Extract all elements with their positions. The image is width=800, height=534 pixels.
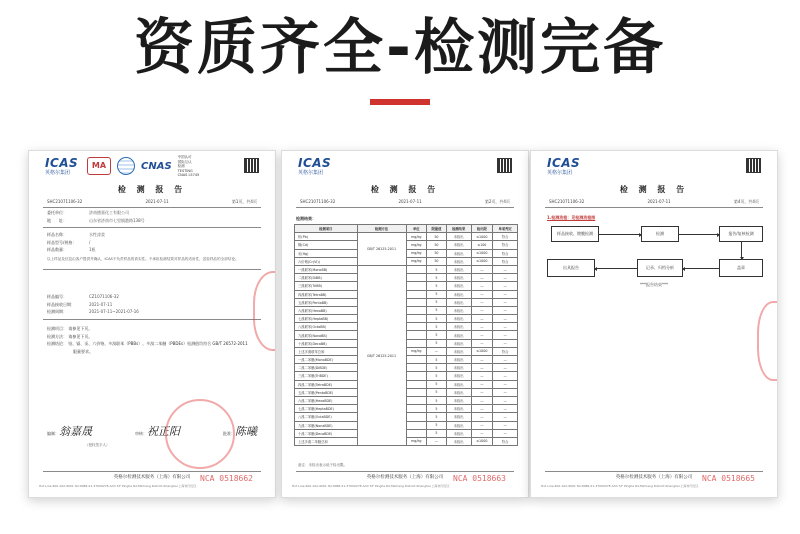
table-cell: 50 — [427, 241, 447, 249]
table-cell: 未检出 — [446, 241, 471, 249]
table-row — [295, 274, 518, 282]
table-cell: 十溴二苯醚(DecaBDE) — [295, 429, 358, 437]
table-cell: 5 — [427, 265, 447, 273]
divider — [43, 227, 261, 228]
table-cell: 六溴二苯醚(HexaBDE) — [295, 396, 358, 404]
method-cell: GB/T 26125-2011 — [357, 265, 406, 445]
table-cell: mg/kg — [406, 241, 427, 249]
table-row — [295, 265, 518, 273]
divider — [296, 207, 514, 208]
flow-step-test: 检测 — [641, 226, 679, 242]
table-cell: — — [471, 306, 493, 314]
nca-number: NCA 0518665 — [702, 474, 755, 483]
table-cell: — — [493, 282, 518, 290]
method-cell: GB/T 26125-2011 — [357, 233, 406, 266]
table-row — [295, 356, 518, 364]
table-cell: mg/kg — [406, 249, 427, 257]
table-cell: — — [471, 265, 493, 273]
table-cell: 未检出 — [446, 405, 471, 413]
table-cell: — — [471, 282, 493, 290]
table-cell: 五溴联苯(PentaBB) — [295, 298, 358, 306]
table-cell: 十溴联苯(DecaBB) — [295, 339, 358, 347]
table-row — [295, 339, 518, 347]
table-cell: 5 — [427, 315, 447, 323]
table-row — [295, 429, 518, 437]
table-cell: mg/kg — [406, 347, 427, 355]
table-cell: 上述多溴二苯醚总和 — [295, 437, 358, 445]
table-cell: 五溴二苯醚(PentaBDE) — [295, 388, 358, 396]
table-cell: — — [493, 356, 518, 364]
table-row — [295, 372, 518, 380]
table-cell: 八溴二苯醚(OctaBDE) — [295, 413, 358, 421]
table-cell: 5 — [427, 405, 447, 413]
table-cell: 5 — [427, 388, 447, 396]
flow-arrow — [683, 268, 719, 269]
qr-code-icon — [497, 158, 512, 173]
signature-compiler: 翁嘉晟 — [59, 425, 92, 438]
table-cell: — — [471, 405, 493, 413]
divider — [43, 207, 261, 208]
table-cell: — — [493, 396, 518, 404]
report-meta: SHC21071106-32 2021-07-11 第1页，共4页 — [47, 199, 257, 204]
table-cell: — — [493, 388, 518, 396]
table-cell: — — [493, 323, 518, 331]
table-cell: — — [493, 421, 518, 429]
ma-badge-icon: MA — [87, 157, 111, 175]
table-cell: 5 — [427, 282, 447, 290]
flow-caption: 1.检测流程：见检测流程图 — [547, 215, 596, 220]
table-cell: ≤1000 — [471, 257, 493, 265]
table-cell — [406, 413, 427, 421]
table-cell: 七溴二苯醚(HeptaBDE) — [295, 405, 358, 413]
table-cell: — — [471, 396, 493, 404]
report-title: 检 测 报 告 — [370, 185, 440, 194]
table-cell: — — [493, 331, 518, 339]
table-cell: 5 — [427, 339, 447, 347]
table-cell: 未检出 — [446, 437, 471, 445]
lab-name: 英格尔检测技术服务（上海）有限公司 — [615, 475, 693, 480]
divider — [296, 471, 514, 472]
table-cell: 符合 — [493, 241, 518, 249]
sample-notice: 以上样品及信息由客户提供并确认，ICAS不负责样品的真实性。不承担检测结果对样品的适用性，送检样品的全部结论。 — [47, 257, 239, 261]
table-cell — [406, 265, 427, 273]
table-cell: 5 — [427, 356, 447, 364]
table-cell: 5 — [427, 298, 447, 306]
table-row — [295, 364, 518, 372]
table-cell: — — [493, 372, 518, 380]
divider — [545, 207, 763, 208]
table-cell: 未检出 — [446, 356, 471, 364]
edge-seal-icon — [757, 301, 778, 381]
table-cell: ≤100 — [471, 241, 493, 249]
table-cell: — — [471, 331, 493, 339]
table-cell: 未检出 — [446, 396, 471, 404]
table-cell: — — [471, 388, 493, 396]
edge-seal-icon — [253, 271, 276, 351]
table-cell — [406, 388, 427, 396]
table-row — [295, 282, 518, 290]
qr-code-icon — [244, 158, 259, 173]
table-cell: 未检出 — [446, 290, 471, 298]
table-cell: ≤1000 — [471, 249, 493, 257]
results-table: 检测项目 检测方法 单位 限量值 检测结果 检出限 单项判定 铅(Pb) GB/T 26125-2011 mg/kg 50 未检出 ≤1000 符合 镉(Cd) mg/kg 50 未检出 ≤100 符合 汞(Hg) mg/kg 50 未检出 ≤1000 符合 六价铬(Cr(VI)) mg/kg 50 未检出 ≤1000 符合 一溴联苯(MonoBB) GB/T 26125-2011 5 未检出 — — 二溴联苯(DiBB) 5 未检出 — — 三溴联苯(TriBB) 5 未检出 — — 四溴联苯(TetraBB) 5 未检出 — — 五溴联苯(PentaBB) 5 未检出 — — 六溴联苯(HexaBB) 5 未检出 — — 七溴联苯(HeptaBB) 5 未检出 — — 八溴联苯(OctaBB) 5 未检出 — — 九溴联苯(NonaBB) 5 未检出 — — 十溴联苯(DecaBB) 5 未检出 — — 上述多溴联苯总和 mg/kg — 未检出 ≤1000 符合 一溴二苯醚(MonoBDE) 5 未检出 — — 二溴二苯醚(DiBDE) 5 未检出 — — 三溴二苯醚(TriBDE) 5 未检出 — — 四溴二苯醚(TetraBDE) 5 未检出 — — 五溴二苯醚(PentaBDE) 5 未检出 — — 六溴二苯醚(HexaBDE) 5 未检出 — — 七溴二苯醚(HeptaBDE) 5 未检出 — — 八溴二苯醚(OctaBDE) 5 未检出 — — 九溴二苯醚(NonaBDE) 5 未检出 — — 十溴二苯醚(DecaBDE) 5 未检出 — — 上述多溴二苯醚总和 mg/kg — 未检出 ≤1000 符合 — [294, 224, 518, 446]
table-row — [295, 388, 518, 396]
table-cell: 六溴联苯(HexaBB) — [295, 306, 358, 314]
table-cell: 八溴联苯(OctaBB) — [295, 323, 358, 331]
table-cell: — — [471, 323, 493, 331]
table-cell: 未检出 — [446, 339, 471, 347]
report-page-4[interactable] — [530, 150, 778, 498]
report-title: 检 测 报 告 — [117, 185, 187, 194]
lab-name: 英格尔检测技术服务（上海）有限公司 — [113, 475, 191, 480]
table-cell: — — [471, 364, 493, 372]
table-row — [295, 396, 518, 404]
table-row — [295, 233, 518, 241]
table-cell: 三溴联苯(TriBB) — [295, 282, 358, 290]
table-cell — [406, 282, 427, 290]
table-cell: 5 — [427, 396, 447, 404]
flow-step-issue: 出具报告 — [547, 259, 595, 277]
table-row — [295, 323, 518, 331]
table-cell: 未检出 — [446, 306, 471, 314]
table-cell: 未检出 — [446, 388, 471, 396]
flow-step-seal: 盖章 — [719, 259, 763, 277]
icas-logo: ICAS 英格尔集团 — [547, 156, 581, 176]
table-cell — [406, 298, 427, 306]
signatory-role: （授权签字人） — [85, 443, 110, 447]
lab-address: Hot Line:400-102-9001 Tel:0086-21-37000278 Add:7/F Pinghe Rd,Minhang District,Shanghai 上海市闵行区 — [541, 484, 699, 488]
table-cell: ≤1000 — [471, 437, 493, 445]
table-cell: 未检出 — [446, 372, 471, 380]
table-cell: 镉(Cd) — [295, 241, 358, 249]
table-cell: 50 — [427, 249, 447, 257]
table-cell: 铅(Pb) — [295, 233, 358, 241]
nca-number: NCA 0518662 — [200, 474, 253, 483]
table-cell: — — [471, 298, 493, 306]
table-cell: 5 — [427, 331, 447, 339]
table-cell — [406, 372, 427, 380]
table-row — [295, 331, 518, 339]
table-cell: 未检出 — [446, 282, 471, 290]
table-cell: 未检出 — [446, 380, 471, 388]
table-row — [295, 315, 518, 323]
table-cell: 未检出 — [446, 347, 471, 355]
flow-arrow — [595, 268, 637, 269]
sample-details: 样品编号： CZ1071106-32 样品接收日期： 2021-07-11 检测周期： 2021-07-11~2021-07-16 — [47, 294, 139, 315]
table-cell: 六价铬(Cr(VI)) — [295, 257, 358, 265]
table-cell: — — [471, 413, 493, 421]
icas-logo: ICAS 英格尔集团 — [45, 156, 79, 176]
table-cell: 未检出 — [446, 265, 471, 273]
table-cell: — — [471, 380, 493, 388]
table-cell: 未检出 — [446, 429, 471, 437]
table-cell — [406, 429, 427, 437]
table-cell: 未检出 — [446, 233, 471, 241]
table-cell: 50 — [427, 257, 447, 265]
table-cell: — — [471, 290, 493, 298]
report-end-mark: ***报告结束*** — [640, 282, 668, 287]
table-cell: 5 — [427, 323, 447, 331]
table-cell: 5 — [427, 380, 447, 388]
cnas-logo: CNAS — [141, 160, 172, 172]
flow-arrow — [599, 234, 641, 235]
table-cell: 未检出 — [446, 274, 471, 282]
table-cell: — — [471, 372, 493, 380]
signature-approver: 陈曦 — [235, 425, 257, 438]
table-cell: — — [471, 429, 493, 437]
table-row — [295, 257, 518, 265]
icas-logo: ICAS 英格尔集团 — [298, 156, 332, 176]
table-cell: — — [493, 274, 518, 282]
table-cell: 符合 — [493, 233, 518, 241]
table-cell — [406, 331, 427, 339]
table-cell: — — [427, 347, 447, 355]
table-cell: 5 — [427, 372, 447, 380]
accent-bar — [370, 99, 430, 105]
table-cell — [406, 274, 427, 282]
table-cell: 5 — [427, 290, 447, 298]
table-cell: 汞(Hg) — [295, 249, 358, 257]
table-cell: ≤1000 — [471, 347, 493, 355]
table-cell: — — [493, 405, 518, 413]
table-row — [295, 241, 518, 249]
table-cell: 未检出 — [446, 323, 471, 331]
table-cell: 上述多溴联苯总和 — [295, 347, 358, 355]
table-cell: — — [493, 298, 518, 306]
table-cell: — — [471, 356, 493, 364]
table-row — [295, 413, 518, 421]
table-cell — [406, 364, 427, 372]
table-footnote: 备注：未检出表示低于检出限。 — [298, 463, 347, 467]
sample-info: 样品名称： 水性漆浆 样品型号/规格： / 样品数量： 1瓶 — [47, 232, 105, 253]
table-cell: — — [493, 380, 518, 388]
table-cell — [406, 396, 427, 404]
report-meta: SHC21071106-32 2021-07-11 第2页，共4页 — [300, 199, 510, 204]
table-cell: 未检出 — [446, 364, 471, 372]
table-cell: — — [427, 437, 447, 445]
table-cell: — — [471, 315, 493, 323]
test-summary: 检测项目： 请参见下页。 检测方法： 请参见下页。 检测结论： 铅、镉、汞、六价铬、多溴联苯（PBBs）、多溴二苯醚（PBDEs）检测值均符合 GB/T 26572-2011 限量要求。 — [47, 326, 248, 354]
table-cell: 未检出 — [446, 413, 471, 421]
table-cell: mg/kg — [406, 233, 427, 241]
table-cell: 未检出 — [446, 298, 471, 306]
table-cell: 符合 — [493, 249, 518, 257]
ilac-globe-icon — [117, 157, 135, 175]
table-cell: — — [493, 429, 518, 437]
table-row — [295, 380, 518, 388]
table-cell: 50 — [427, 233, 447, 241]
table-cell: 未检出 — [446, 331, 471, 339]
divider — [545, 471, 763, 472]
table-cell: — — [471, 274, 493, 282]
testing-mark: 中国认可 国际互认 检测 TESTING CNAS L5745 — [177, 155, 200, 177]
table-cell: 5 — [427, 421, 447, 429]
table-row — [295, 405, 518, 413]
table-cell — [406, 306, 427, 314]
table-cell: 符合 — [493, 437, 518, 445]
table-cell: 九溴二苯醚(NonaBDE) — [295, 421, 358, 429]
lab-address: Hot Line:400-102-9001 Tel:0086-21-37000278 Add:7/F Pinghe Rd,Minhang District,Shanghai 上海市闵行区 — [292, 484, 450, 488]
flow-step-receive: 样品接收、镀膜检测 — [551, 226, 599, 242]
table-cell: 5 — [427, 306, 447, 314]
lab-name: 英格尔检测技术服务（上海）有限公司 — [366, 475, 444, 480]
page-headline: 资质齐全-检测完备 — [134, 13, 666, 83]
table-row — [295, 421, 518, 429]
table-cell — [406, 315, 427, 323]
results-caption: 检测结果： — [296, 216, 316, 221]
table-cell: mg/kg — [406, 437, 427, 445]
table-cell — [406, 356, 427, 364]
table-cell: 5 — [427, 413, 447, 421]
table-cell — [406, 405, 427, 413]
table-cell — [406, 290, 427, 298]
flow-step-archive: 记录、归档分析 — [637, 259, 683, 277]
table-cell — [406, 380, 427, 388]
table-cell: — — [471, 339, 493, 347]
client-info: 委托单位： 济南德嘉化工有限公司 地 址： 山东省济南市七里镇港路138号 — [47, 210, 145, 223]
table-cell: 七溴联苯(HeptaBB) — [295, 315, 358, 323]
report-page-2[interactable] — [281, 150, 529, 498]
table-cell: 四溴二苯醚(TetraBDE) — [295, 380, 358, 388]
flow-arrow — [679, 234, 719, 235]
table-cell: 未检出 — [446, 257, 471, 265]
report-page-1[interactable] — [28, 150, 276, 498]
table-row — [295, 249, 518, 257]
lab-address: Hot Line:400-102-9001 Tel:0086-21-37000278 Add:7/F Pinghe Rd,Minhang District,Shanghai 上海市闵行区 — [39, 484, 197, 488]
divider — [43, 269, 261, 270]
report-title: 检 测 报 告 — [619, 185, 689, 194]
table-cell: ≤1000 — [471, 233, 493, 241]
table-cell: — — [493, 339, 518, 347]
table-cell: 二溴二苯醚(DiBDE) — [295, 364, 358, 372]
table-cell — [406, 323, 427, 331]
qr-code-icon — [746, 158, 761, 173]
table-cell: 5 — [427, 274, 447, 282]
table-cell: — — [493, 364, 518, 372]
table-cell: — — [493, 290, 518, 298]
signature-row: 编制：翁嘉晟 审核：祝正阳 批准：陈曦 — [47, 425, 257, 438]
table-cell: 5 — [427, 364, 447, 372]
table-cell: 九溴联苯(NonaBB) — [295, 331, 358, 339]
table-cell: 未检出 — [446, 249, 471, 257]
table-cell: 未检出 — [446, 421, 471, 429]
table-cell: — — [471, 421, 493, 429]
table-cell: — — [493, 306, 518, 314]
signature-reviewer: 祝正阳 — [147, 425, 180, 438]
table-cell: 一溴联苯(MonoBB) — [295, 265, 358, 273]
table-row — [295, 437, 518, 445]
table-row — [295, 290, 518, 298]
table-cell: — — [493, 315, 518, 323]
table-row — [295, 347, 518, 355]
table-row — [295, 298, 518, 306]
table-cell — [406, 339, 427, 347]
table-cell: 符合 — [493, 257, 518, 265]
table-cell: — — [493, 265, 518, 273]
report-meta: SHC21071106-32 2021-07-11 第4页，共4页 — [549, 199, 759, 204]
table-cell: 二溴联苯(DiBB) — [295, 274, 358, 282]
nca-number: NCA 0518663 — [453, 474, 506, 483]
table-cell: 一溴二苯醚(MonoBDE) — [295, 356, 358, 364]
table-row — [295, 306, 518, 314]
table-cell: 5 — [427, 429, 447, 437]
table-cell — [406, 421, 427, 429]
flow-step-review: 报告/复核检测 — [719, 226, 763, 242]
divider — [43, 319, 261, 320]
divider — [43, 471, 261, 472]
flow-arrow — [741, 242, 742, 259]
table-cell: 未检出 — [446, 315, 471, 323]
certification-badges — [87, 155, 199, 178]
table-cell: — — [493, 413, 518, 421]
table-cell: mg/kg — [406, 257, 427, 265]
table-cell: 三溴二苯醚(TriBDE) — [295, 372, 358, 380]
table-cell: 四溴联苯(TetraBB) — [295, 290, 358, 298]
table-cell: 符合 — [493, 347, 518, 355]
